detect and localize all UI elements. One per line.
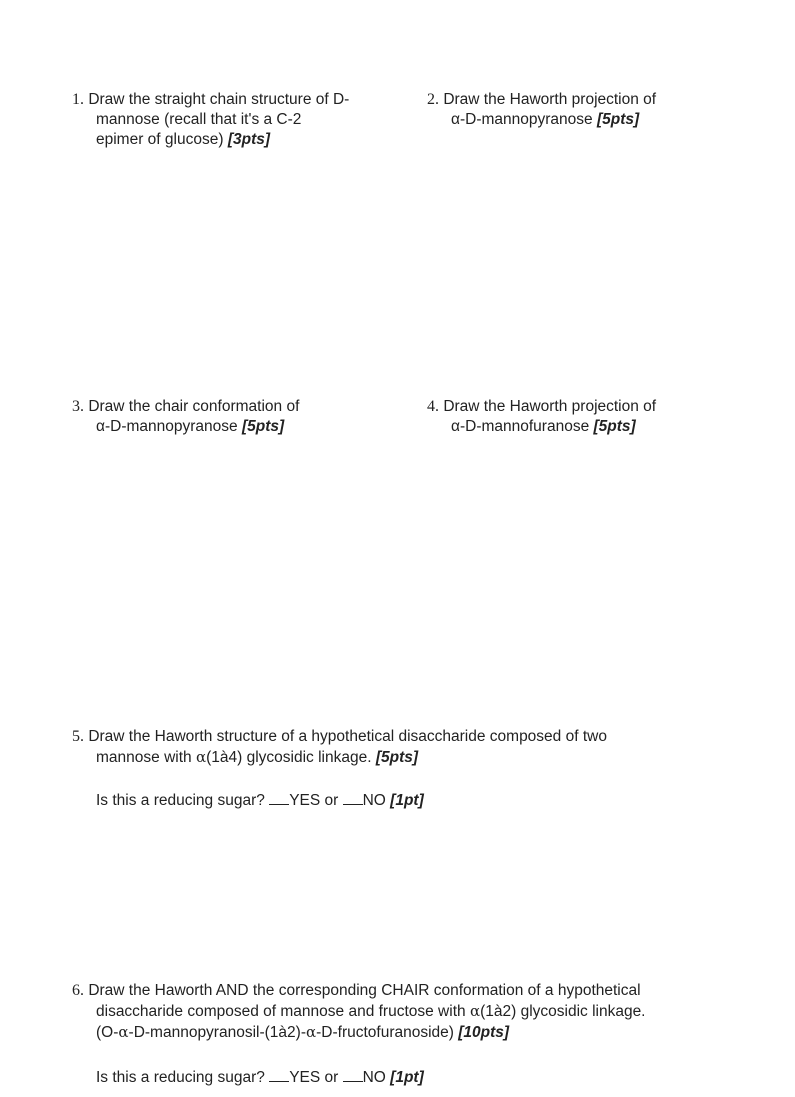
question-text-fragment: mannose with: [96, 749, 196, 766]
question-number: 3.: [72, 398, 84, 415]
reducing-question-text: Is this a reducing sugar?: [96, 792, 265, 809]
no-answer-blank[interactable]: [343, 1067, 363, 1082]
question-text-fragment: -D-fructofuranoside): [316, 1024, 454, 1041]
points-label: [5pts]: [596, 111, 640, 128]
question-number: 5.: [72, 728, 84, 745]
question-3: [72, 397, 402, 437]
question-text-fragment: (O-: [96, 1024, 119, 1041]
reducing-question-text: Is this a reducing sugar?: [96, 1069, 265, 1086]
question-number: 6.: [72, 982, 84, 999]
question-text-line: Draw the Haworth projection of: [443, 398, 657, 415]
question-number: 1.: [72, 91, 84, 108]
no-option: NO: [362, 1069, 386, 1086]
question-text-line: α-D-mannopyranose: [451, 111, 593, 128]
question-text-line: Draw the Haworth AND the corresponding CHAIR conformation of a hypothetical: [88, 982, 641, 999]
points-label: [5pts]: [593, 418, 636, 435]
question-text-line: Draw the chair conformation of: [88, 398, 300, 415]
question-4: [427, 397, 767, 437]
question-2: [427, 90, 767, 130]
question-number: 4.: [427, 398, 439, 415]
alpha-symbol: α: [195, 748, 207, 766]
yes-answer-blank[interactable]: [269, 790, 289, 805]
points-label: [1pt]: [390, 792, 424, 809]
question-text-line: α-D-mannofuranose: [451, 418, 590, 435]
question-text-line: epimer of glucose): [96, 131, 224, 148]
question-text-fragment: (1à2) glycosidic linkage.: [480, 1003, 646, 1020]
question-5: [72, 727, 772, 768]
question-text-line: α-D-mannopyranose: [96, 418, 238, 435]
question-text-line: Draw the Haworth projection of: [443, 91, 657, 108]
alpha-symbol: α: [118, 1023, 129, 1041]
question-text-line: Draw the straight chain structure of D-: [88, 91, 350, 108]
yes-option: YES or: [289, 1069, 339, 1086]
no-answer-blank[interactable]: [343, 790, 363, 805]
question-text-line: mannose (recall that it's a C-2: [96, 111, 302, 128]
question-text-fragment: (1à4) glycosidic linkage.: [206, 749, 372, 766]
points-label: [3pts]: [227, 131, 271, 148]
question-text-line: Draw the Haworth structure of a hypothetical disaccharide composed of two: [88, 728, 607, 745]
reducing-sugar-question-5: [96, 790, 746, 811]
reducing-sugar-question-6: [96, 1067, 746, 1088]
points-label: [10pts]: [458, 1024, 510, 1041]
alpha-symbol: α: [305, 1023, 317, 1041]
no-option: NO: [362, 792, 386, 809]
yes-answer-blank[interactable]: [269, 1067, 289, 1082]
points-label: [5pts]: [241, 418, 285, 435]
yes-option: YES or: [289, 792, 339, 809]
question-6: [72, 981, 787, 1043]
points-label: [1pt]: [390, 1069, 424, 1086]
question-text-fragment: disaccharide composed of mannose and fructose with: [96, 1003, 470, 1020]
question-text-fragment: -D-mannopyranosil-(1à2)-: [128, 1024, 306, 1041]
question-number: 2.: [427, 91, 439, 108]
question-1: [72, 90, 402, 150]
alpha-symbol: α: [469, 1002, 481, 1020]
points-label: [5pts]: [375, 749, 419, 766]
